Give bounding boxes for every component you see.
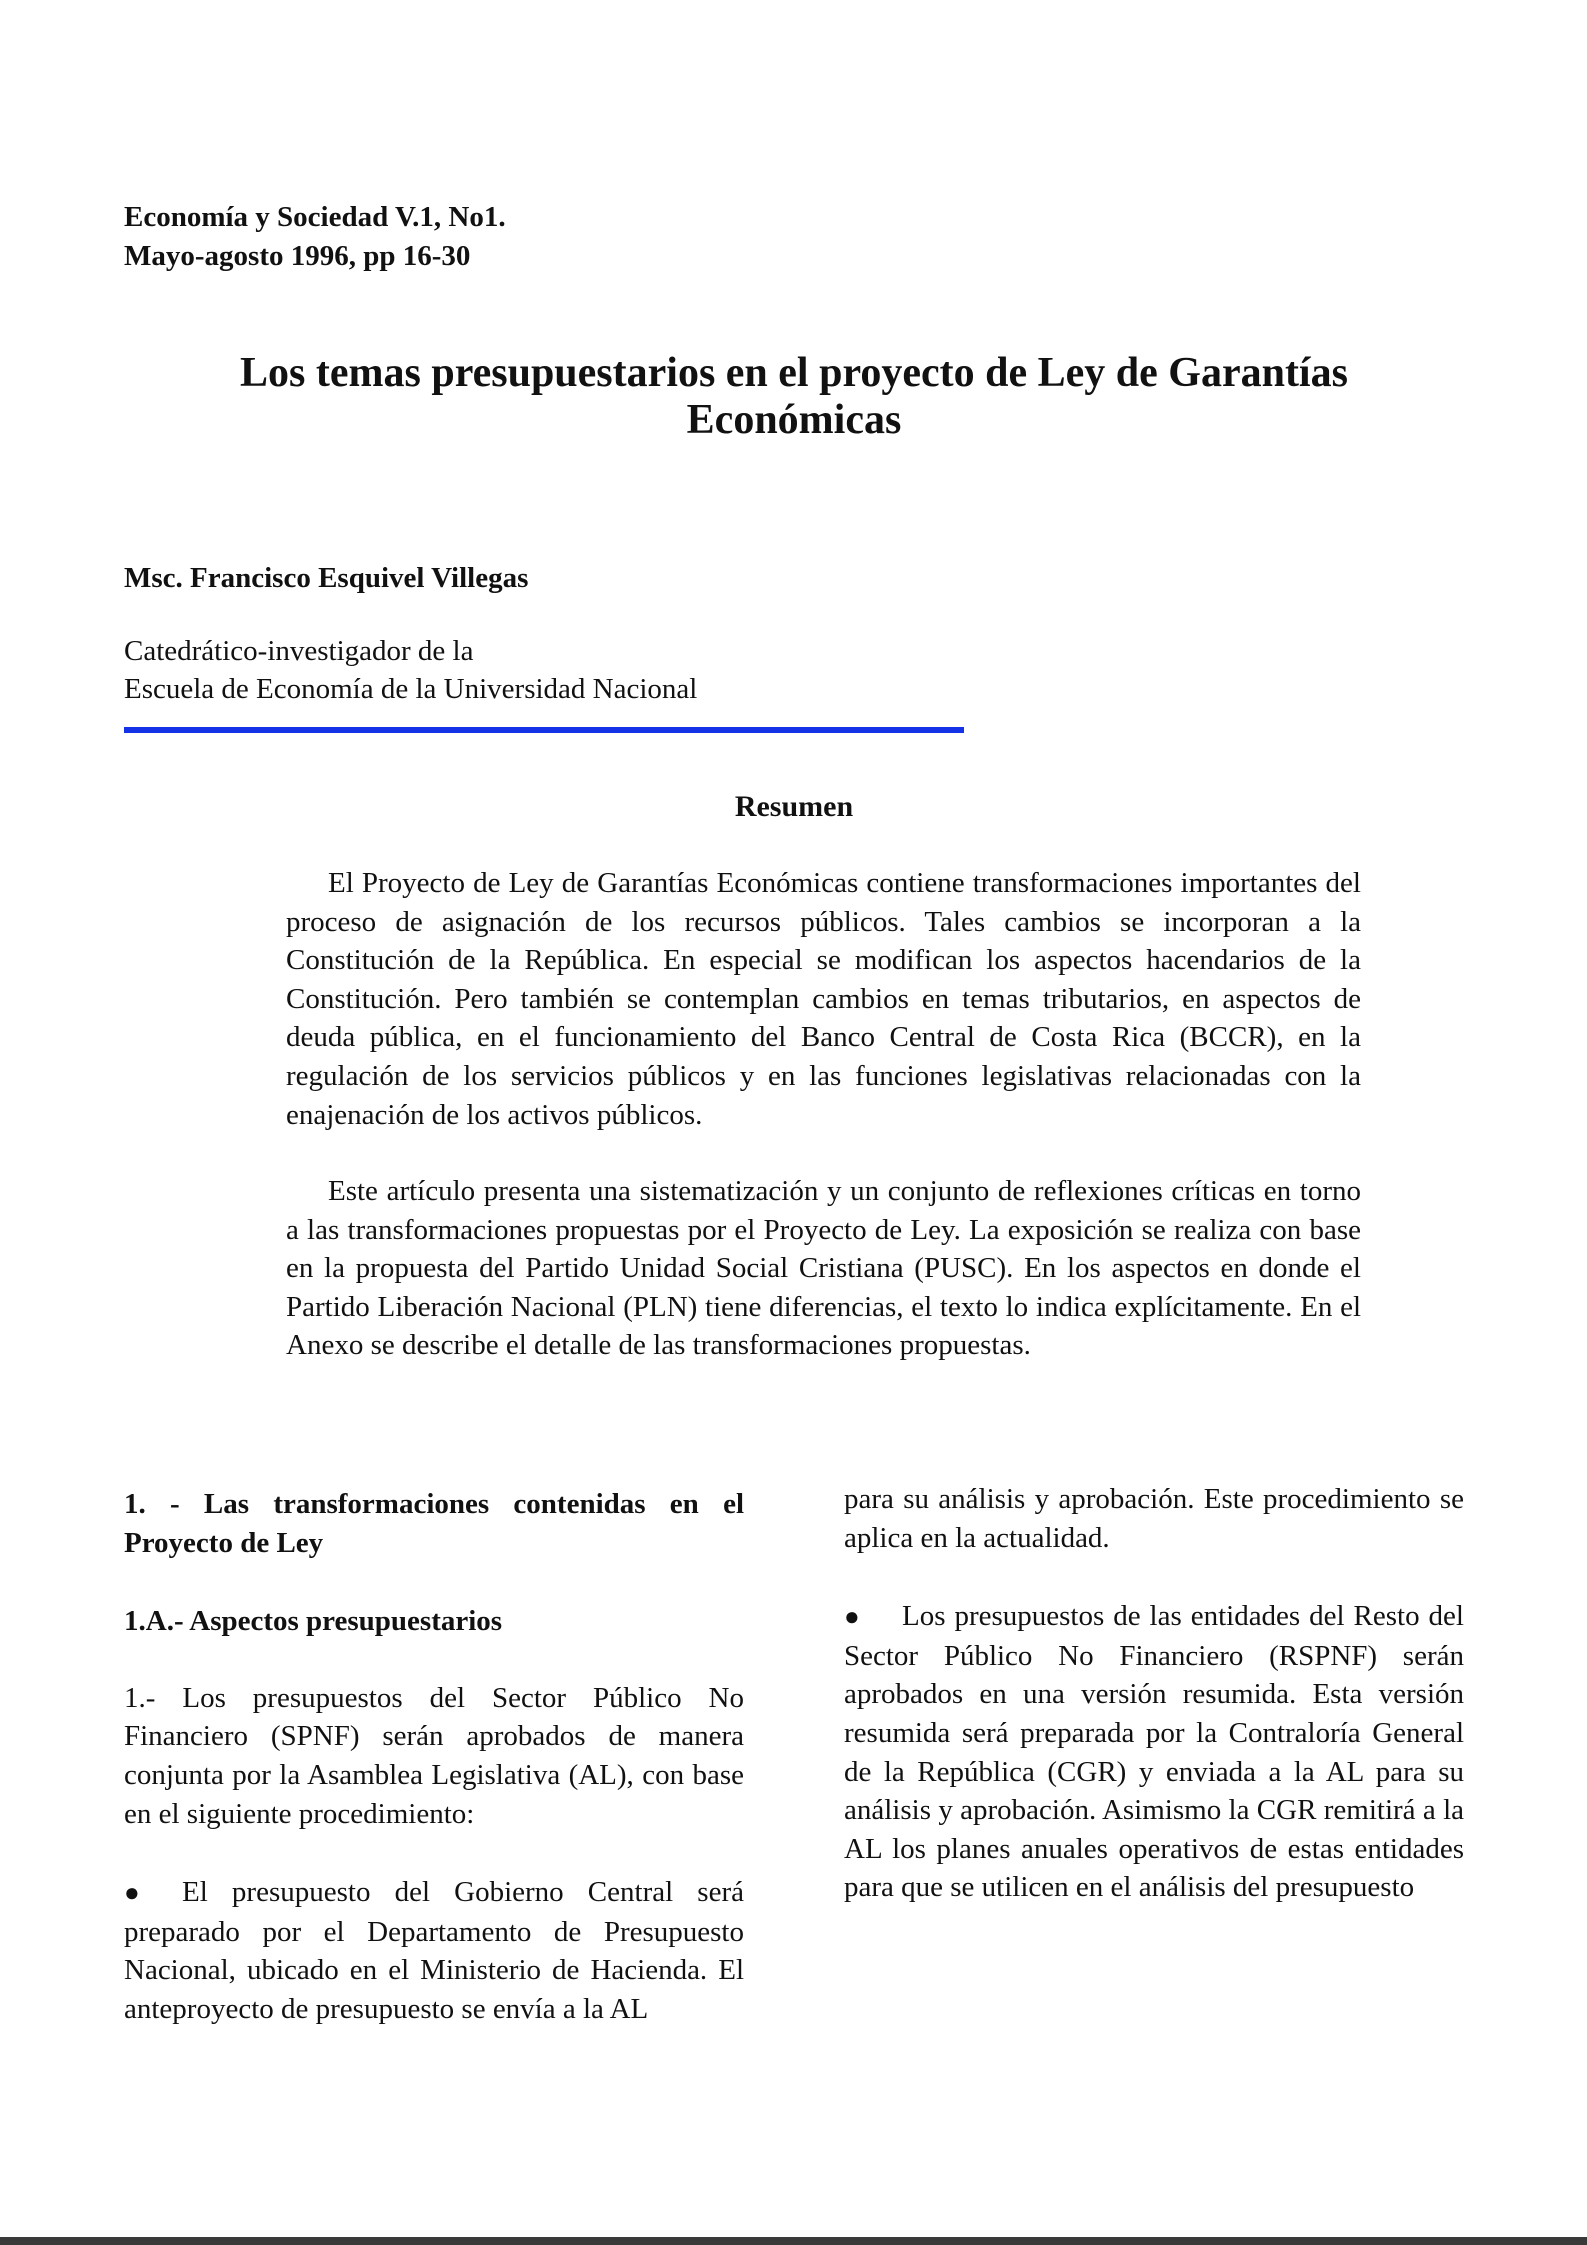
bullet-item-2-text: Los presupuestos de las entidades del Resto del Sector Público No Financiero (RSPNF) serán aprobados en una versión resumida. Esta versión resumida será preparada por la Contraloría General de la República (CGR) y enviada a la AL para su análisis y aprobación. Asimismo la CGR remitirá a la AL los planes anuales operativos de estas entidades para que se utilicen en el análisis del presupuesto: [844, 1600, 1464, 1904]
bullet-item-1: [124, 1873, 744, 2028]
subsection-heading: 1.A.- Aspectos presupuestarios: [124, 1605, 503, 1638]
left-column: [124, 1485, 744, 2029]
bullet-item-2: [844, 1597, 1464, 1907]
bullet-icon: ●: [124, 1878, 140, 1908]
body-paragraph-1: 1.- Los presupuestos del Sector Público No Financiero (SPNF) serán aprobados de manera conjunta por la Asamblea Legislativa (AL), con base en el siguiente procedimiento:: [124, 1681, 744, 1830]
affiliation-line-2: Escuela de Economía de la Universidad Nacional: [124, 673, 698, 705]
affiliation-line-1: Catedrático-investigador de la: [124, 635, 474, 667]
author-name: Msc. Francisco Esquivel Villegas: [124, 562, 529, 594]
journal-line-1: Economía y Sociedad V.1, No1.: [124, 201, 506, 233]
title-line-1: Los temas presupuestarios en el proyecto de Ley de Garantías: [240, 350, 1348, 396]
abstract-paragraph-1: El Proyecto de Ley de Garantías Económicas contiene transformaciones importantes del proceso de asignación de los recursos públicos. Tales cambios se incorporan a la Constitución de la República. En especial se modifican los aspectos hacendarios de la Constitución. Pero también se contemplan cambios en temas tributarios, en aspectos de deuda pública, en el funcionamiento del Banco Central de Costa Rica (BCCR), en la regulación de los servicios públicos y en las funciones legislativas relacionadas con la enajenación de los activos públicos.: [286, 867, 1361, 1131]
journal-line-2: Mayo-agosto 1996, pp 16-30: [124, 240, 471, 272]
right-column: [844, 1480, 1464, 1907]
viewer-bottom-bar: [0, 2237, 1587, 2245]
bullet-icon: ●: [844, 1602, 860, 1632]
blue-divider-rule: [124, 727, 964, 733]
author-affiliation: [124, 632, 697, 708]
abstract-paragraph-2: Este artículo presenta una sistematización y un conjunto de reflexiones críticas en torno a las transformaciones propuestas por el Proyecto de Ley. La exposición se realiza con base en la propuesta del Partido Unidad Social Cristiana (PUSC). En los aspectos en donde el Partido Liberación Nacional (PLN) tiene diferencias, el texto lo indica explícitamente. En el Anexo se describe el detalle de las transformaciones propuestas.: [286, 1175, 1361, 1362]
journal-reference: [124, 198, 506, 276]
bullet-item-1-continuation: para su análisis y aprobación. Este procedimiento se aplica en la actualidad.: [844, 1483, 1464, 1554]
bullet-item-1-text: El presupuesto del Gobierno Central será preparado por el Departamento de Presupuesto Nacional, ubicado en el Ministerio de Hacienda. El anteproyecto de presupuesto se envía a la AL: [124, 1876, 744, 2025]
section-heading: 1. - Las transformaciones contenidas en el Proyecto de Ley: [124, 1488, 744, 1559]
title-line-2: Económicas: [686, 397, 902, 443]
abstract-heading: Resumen: [734, 790, 854, 823]
article-title: [124, 350, 1464, 444]
